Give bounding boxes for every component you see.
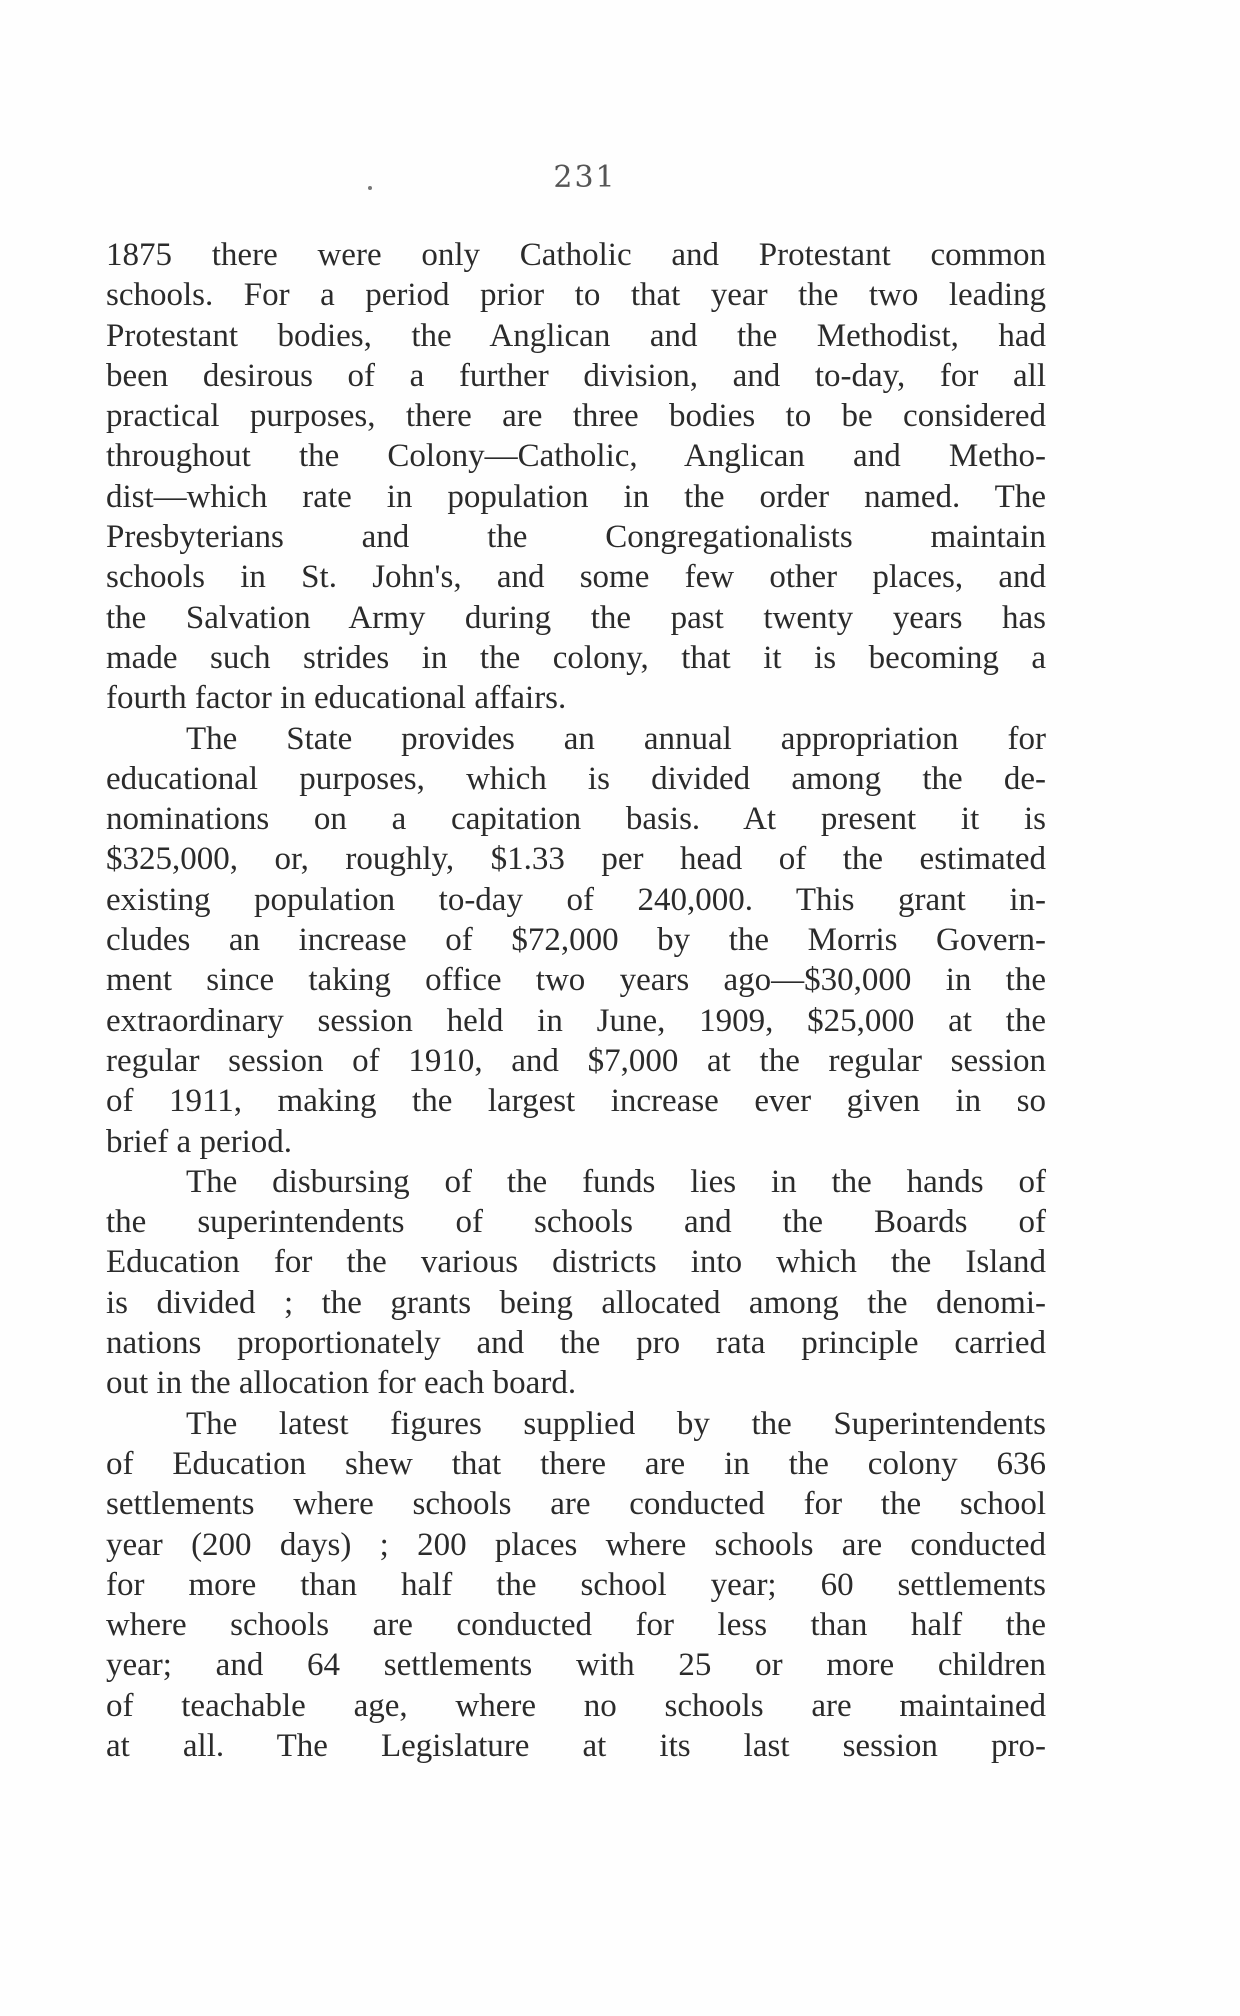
text-line: year (200 days) ; 200 places where schools are conducted: [106, 1526, 1046, 1563]
text-line: dist—which rate in population in the order named. The: [106, 478, 1046, 515]
text-line: of Education shew that there are in the colony 636: [106, 1445, 1046, 1482]
text-line: Presbyterians and the Congregationalists maintain: [106, 519, 1046, 556]
text-line: settlements where schools are conducted for the school: [106, 1486, 1046, 1523]
text-line: of 1911, making the largest increase ever given in so: [106, 1083, 1046, 1120]
text-line: nominations on a capitation basis. At present it is: [106, 801, 1046, 838]
text-line: schools. For a period prior to that year the two leading: [106, 277, 1046, 314]
text-line: the superintendents of schools and the Boards of: [106, 1204, 1046, 1241]
text-line: the Salvation Army during the past twenty years has: [106, 599, 1046, 636]
text-line: The latest figures supplied by the Superintendents: [186, 1405, 1046, 1442]
text-line: extraordinary session held in June, 1909, $25,000 at the: [106, 1002, 1046, 1039]
text-line: cludes an increase of $72,000 by the Morris Govern-: [106, 922, 1046, 959]
text-line: nations proportionately and the pro rata principle carried: [106, 1325, 1046, 1362]
text-line: regular session of 1910, and $7,000 at the regular session: [106, 1042, 1046, 1079]
text-line: The State provides an annual appropriation for: [186, 720, 1046, 757]
text-line: been desirous of a further division, and to-day, for all: [106, 357, 1046, 394]
page-number: 231: [553, 160, 617, 195]
text-line: schools in St. John's, and some few other places, and: [106, 559, 1046, 596]
text-line: existing population to-day of 240,000. This grant in-: [106, 881, 1046, 918]
text-line: Protestant bodies, the Anglican and the Methodist, had: [106, 317, 1046, 354]
text-line: for more than half the school year; 60 settlements: [106, 1566, 1046, 1603]
text-line: 1875 there were only Catholic and Protestant common: [106, 237, 1046, 273]
text-line: brief a period.: [106, 1123, 292, 1160]
text-line: educational purposes, which is divided among the de-: [106, 760, 1046, 797]
text-line: of teachable age, where no schools are maintained: [106, 1687, 1046, 1724]
text-line: where schools are conducted for less than half the: [106, 1607, 1046, 1644]
text-line: year; and 64 settlements with 25 or more children: [106, 1647, 1046, 1684]
text-line: made such strides in the colony, that it is becoming a: [106, 639, 1046, 676]
text-line: Education for the various districts into which the Island: [106, 1244, 1046, 1281]
text-line: is divided ; the grants being allocated among the denomi-: [106, 1284, 1046, 1321]
text-line: The disbursing of the funds lies in the hands of: [186, 1163, 1046, 1200]
text-line: throughout the Colony—Catholic, Anglican and Metho-: [106, 438, 1046, 475]
text-line: practical purposes, there are three bodies to be considered: [106, 398, 1046, 435]
text-line: out in the allocation for each board.: [106, 1365, 577, 1402]
text-line: $325,000, or, roughly, $1.33 per head of the estimated: [106, 841, 1046, 878]
text-line: ment since taking office two years ago—$30,000 in the: [106, 962, 1046, 999]
body-text: [106, 235, 1046, 1766]
text-line: at all. The Legislature at its last session pro-: [106, 1727, 1046, 1764]
text-line: fourth factor in educational affairs.: [106, 680, 567, 717]
